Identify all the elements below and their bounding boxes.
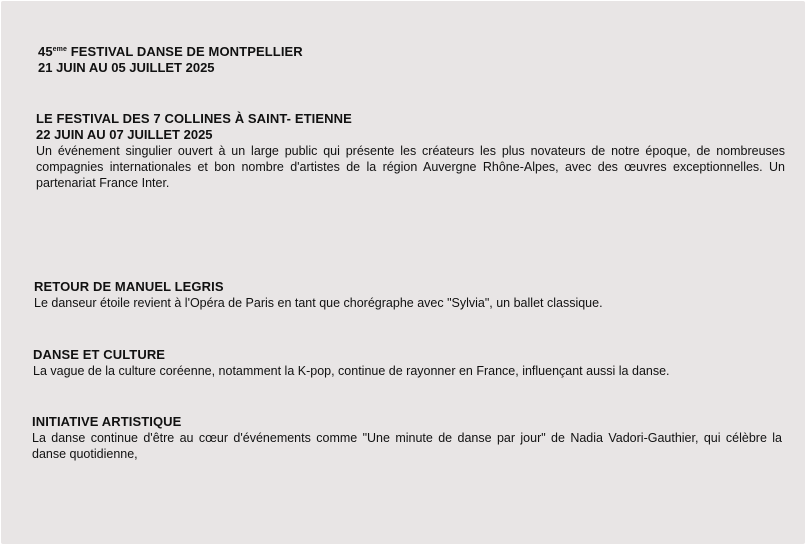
festival-saint-etienne-title: LE FESTIVAL DES 7 COLLINES À SAINT- ETIENNE <box>36 111 352 126</box>
danse-culture-title: DANSE ET CULTURE <box>33 347 166 362</box>
initiative-description: La danse continue d'être au cœur d'événements comme "Une minute de danse par jour" de Nadia Vadori-Gauthier, qui célèbre la danse quotidienne, <box>32 431 782 461</box>
festival-montpellier-superscript: eme <box>52 46 67 53</box>
festival-montpellier-title-text: FESTIVAL DANSE DE MONTPELLIER <box>66 44 303 59</box>
retour-legris-description: Le danseur étoile revient à l'Opéra de Paris en tant que chorégraphe avec "Sylvia", un ballet classique. <box>34 296 603 310</box>
danse-culture-section <box>33 347 783 379</box>
danse-culture-description: La vague de la culture coréenne, notamment la K-pop, continue de rayonner en France, influençant aussi la danse. <box>33 364 670 378</box>
retour-legris-title: RETOUR DE MANUEL LEGRIS <box>34 279 224 294</box>
festival-saint-etienne-description: Un événement singulier ouvert à un large public qui présente les créateurs les plus novateurs de notre époque, de nombreuses compagnies internationales et bon nombre d'artistes de la région Auvergne Rhône-Alpes, avec des œuvres exceptionnelles. Un partenariat France Inter. <box>36 144 785 190</box>
festival-saint-etienne-section <box>36 111 785 191</box>
initiative-section <box>32 414 782 462</box>
festival-montpellier-dates: 21 JUIN AU 05 JUILLET 2025 <box>38 60 215 75</box>
festival-saint-etienne-dates: 22 JUIN AU 07 JUILLET 2025 <box>36 127 213 142</box>
festival-montpellier-title <box>38 44 778 60</box>
festival-montpellier-section <box>38 44 778 76</box>
festival-montpellier-number: 45 <box>38 44 53 59</box>
initiative-title: INITIATIVE ARTISTIQUE <box>32 414 182 429</box>
retour-legris-section <box>34 279 784 311</box>
content-panel <box>1 1 805 544</box>
